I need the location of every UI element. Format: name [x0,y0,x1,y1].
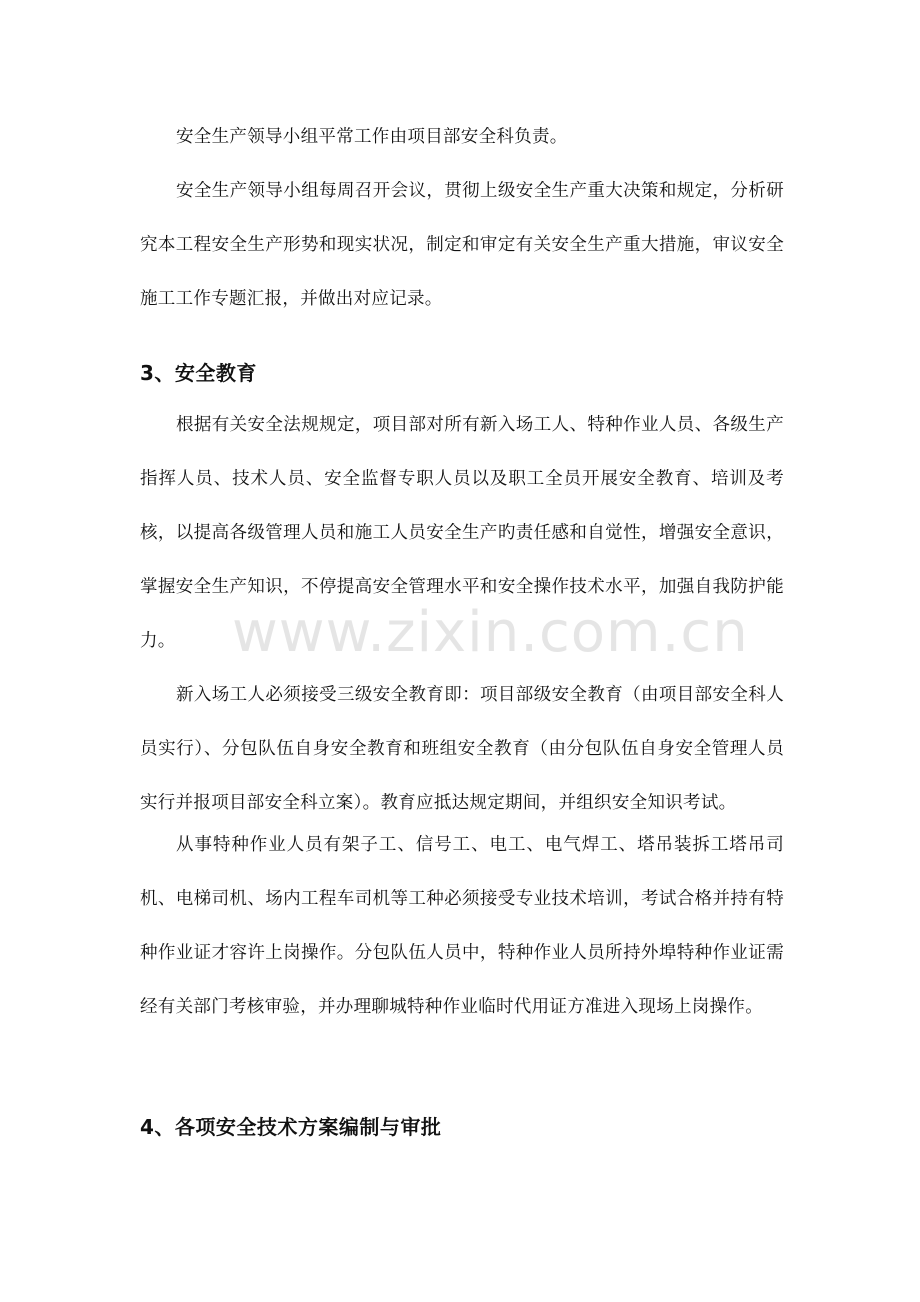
paragraph-safety-education-scope: 根据有关安全法规规定，项目部对所有新入场工人、特种作业人员、各级生产指挥人员、技术人员、安全监督专职人员以及职工全员开展安全教育、培训及考核，以提高各级管理人员和施工人员安全生产旳责任感和自觉性，增强安全意识，掌握安全生产知识，不停提高安全管理水平和安全操作技术水平，加强自我防护能力。 [140,415,784,651]
watermark-text: www.zixin.com.cn [232,600,749,665]
paragraph-leadership-daily-work: 安全生产领导小组平常工作由项目部安全科负责。 [176,127,568,147]
section-heading-technical-plans: 4、各项安全技术方案编制与审批 [140,1115,442,1139]
paragraph-leadership-weekly-meeting: 安全生产领导小组每周召开会议，贯彻上级安全生产重大决策和规定，分析研究本工程安全生产形势和现实状况，制定和审定有关安全生产重大措施，审议安全施工工作专题汇报，并做出对应记录。 [140,181,784,309]
section-heading-safety-education: 3、安全教育 [140,361,257,385]
paragraph-special-operations-training: 从事特种作业人员有架子工、信号工、电工、电气焊工、塔吊装拆工塔吊司机、电梯司机、场内工程车司机等工种必须接受专业技术培训，考试合格并持有特种作业证才容许上岗操作。分包队伍人员中，特种作业人员所持外埠特种作业证需经有关部门考核审验，并办理聊城特种作业临时代用证方准进入现场上岗操作。 [140,835,784,1017]
paragraph-three-level-education: 新入场工人必须接受三级安全教育即：项目部级安全教育（由项目部安全科人员实行）、分包队伍自身安全教育和班组安全教育（由分包队伍自身安全管理人员实行并报项目部安全科立案）。教育应抵达规定期间，并组织安全知识考试。 [140,685,784,813]
